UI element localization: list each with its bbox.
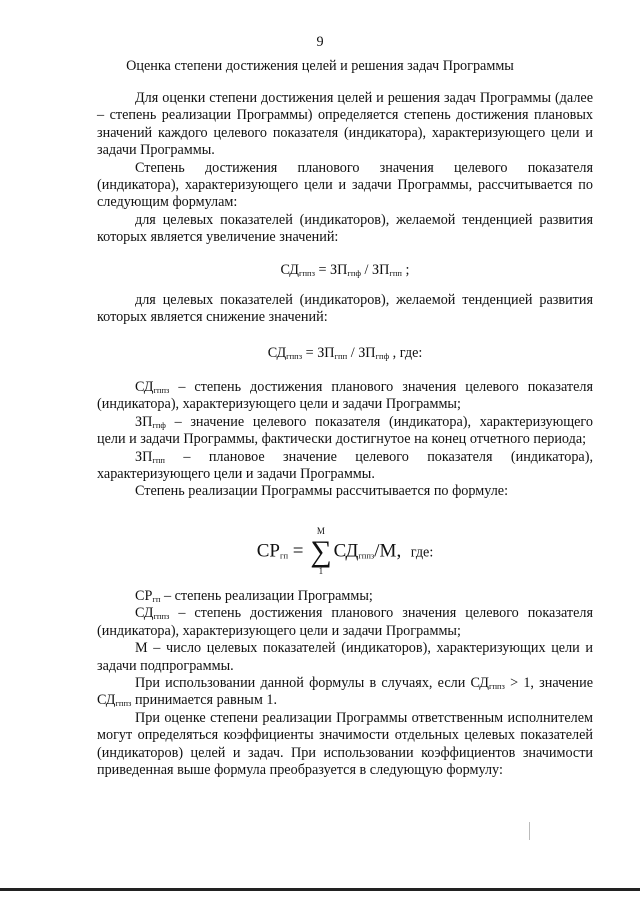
definition-zp-fact: $ЗП_{гпф}$ – значение целевого показателя (индикатора), характеризующего цели и задачи Программы, фактически достигнутое на конец отчетного периода;: [97, 413, 593, 448]
intro-section: [97, 90, 593, 247]
sum-operator: M ∑ 1: [310, 526, 332, 576]
paragraph-method: Степень достижения планового значения целевого показателя (индикатора), характеризующего цели и задачи Программы, рассчитывается по следующим формулам:: [97, 159, 593, 211]
paragraph-cap-rule: При использовании данной формулы в случаях, если $СД_{гппз} > 1$, значение $СД_{гппз}$ принимается равным 1.: [97, 675, 594, 709]
definition-zp-plan: $ЗП_{гпп}$ – плановое значение целевого показателя (индикатора), характеризующего цели и задачи Программы.: [97, 448, 593, 483]
section-title: Оценка степени достижения целей и решения задач Программы: [126, 58, 514, 74]
paragraph-decrease-case: для целевых показателей (индикаторов), желаемой тенденцией развития которых является снижение значений:: [97, 292, 593, 326]
paragraph-weights: При оценке степени реализации Программы ответственным исполнителем могут определяться коэффициенты значимости отдельных целевых показателей (индикаторов) целей и задач. При использовании коэффициентов значимости приведенная выше формула преобразуется в следующую формулу:: [97, 709, 593, 779]
formula-decrease: $СД_{гппз} = ЗП_{гпп} / ЗП_{гпф}$ , где:: [267, 345, 423, 361]
page-bottom-border: [0, 888, 640, 891]
page-number: 9: [316, 34, 324, 50]
decrease-section: [97, 292, 593, 327]
paragraph-program-formula-intro: Степень реализации Программы рассчитывается по формуле:: [135, 483, 509, 500]
formula-increase: $СД_{гппз} = ЗП_{гпф} / ЗП_{гпп}$ ;: [280, 262, 410, 278]
paragraph-increase-case: для целевых показателей (индикаторов), желаемой тенденцией развития которых является увеличение значений:: [97, 211, 593, 246]
program-definitions-section: [97, 588, 593, 779]
scan-mark: [529, 822, 530, 840]
formula-program-realization: $СР_{гп}$ = M ∑ 1 $СД_{гппз}/М$, где:: [256, 526, 434, 576]
paragraph-intro: Для оценки степени достижения целей и решения задач Программы (далее – степень реализации Программы) определяется степень достижения плановых значений каждого целевого показателя (индикатора), характеризующего цели и задачи Программы.: [97, 90, 593, 159]
definition-sr: $СР_{гп}$ – степень реализации Программы;: [135, 588, 373, 604]
definition-sd: $СД_{гппз}$ – степень достижения планового значения целевого показателя (индикатора), характеризующего цели и задачи Программы;: [97, 379, 593, 413]
definition-m: М – число целевых показателей (индикаторов), характеризующих цели и задачи подпрограммы.: [97, 640, 593, 674]
definitions-section: [97, 379, 593, 501]
definition-sd-2: $СД_{гппз}$ – степень достижения планового значения целевого показателя (индикатора), характеризующего цели и задачи Программы;: [97, 605, 593, 639]
